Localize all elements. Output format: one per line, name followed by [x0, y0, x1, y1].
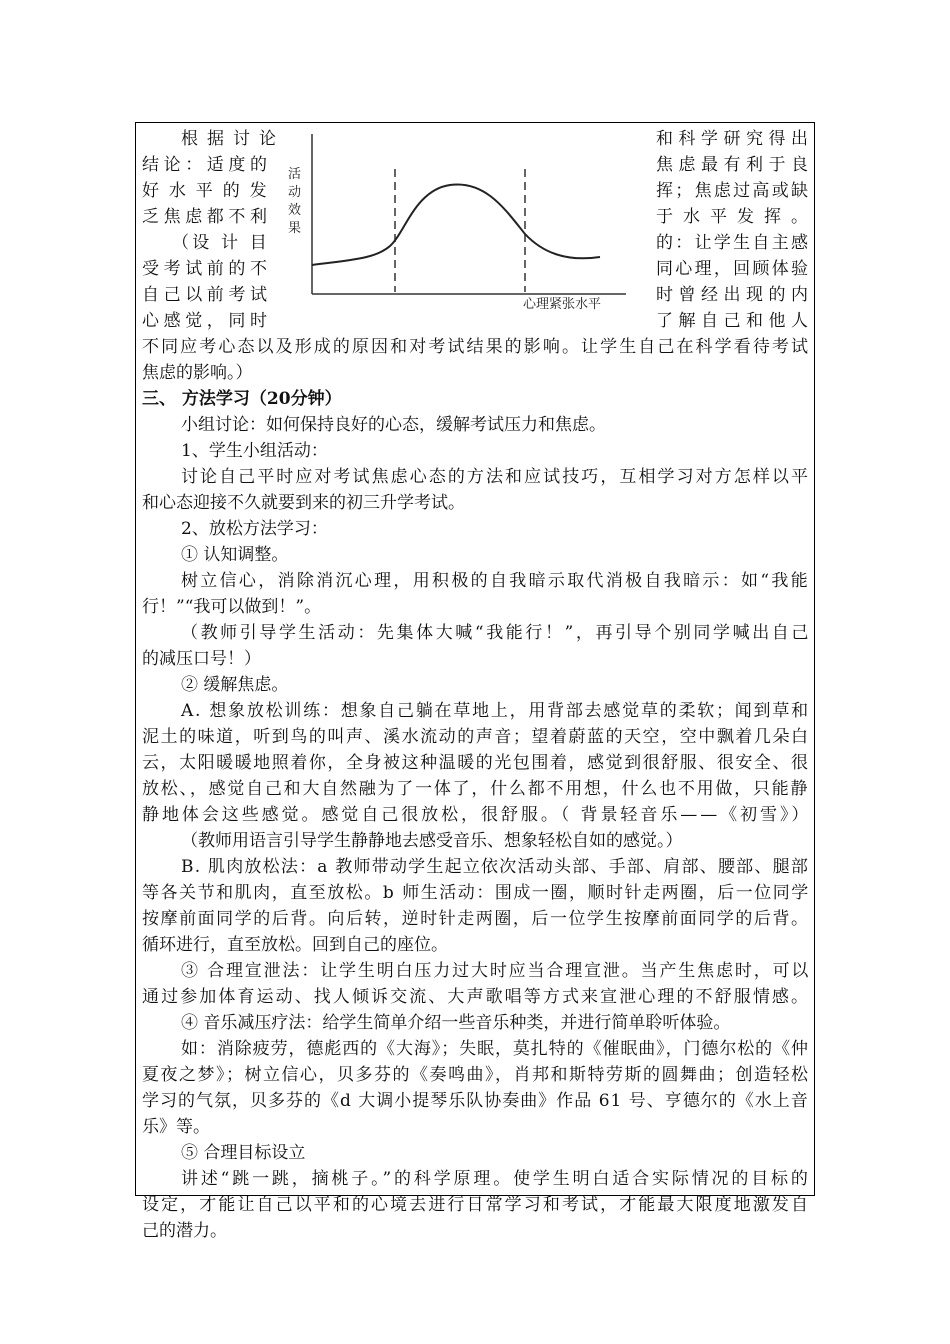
- y-axis-label-3: 效: [288, 203, 302, 218]
- text-line: ④ 音乐减压疗法：给学生简单介绍一些音乐种类，并进行简单聆听体验。: [181, 1013, 731, 1033]
- text-line: 通过参加体育运动、找人倾诉交流、大声歌唱等方式来宣泄心理的不舒服情感。: [142, 987, 811, 1007]
- text-line: 2、放松方法学习：: [181, 519, 328, 539]
- text-line: 1、学生小组活动：: [181, 441, 328, 461]
- text-line: （教师用语言引导学生静静地去感受音乐、想象轻松自如的感觉。）: [181, 831, 683, 851]
- text-line: ③ 合理宣泄法：让学生明白压力过大时应当合理宣泄。当产生焦虑时，可以: [181, 961, 811, 981]
- anxiety-performance-figure: [280, 124, 640, 314]
- text-line: 讲述“跳一跳，摘桃子。”的科学原理。使学生明白适合实际情况的目标的: [181, 1169, 811, 1189]
- text-line: 的：让学生自主感: [656, 233, 811, 253]
- text-line: 根据讨论: [181, 129, 285, 149]
- text-line: 自己以前考试: [142, 285, 272, 305]
- y-axis-label-4: 果: [288, 221, 302, 236]
- text-line: 夏夜之梦》；树立信心，贝多芬的《奏鸣曲》，肖邦和斯特劳斯的圆舞曲；创造轻松: [142, 1065, 810, 1085]
- text-line: 心感觉，同时: [142, 311, 272, 331]
- text-line: 焦虑的影响。）: [142, 363, 253, 383]
- text-line: 了解自己和他人: [656, 311, 814, 331]
- text-line: 的减压口号！）: [142, 649, 261, 669]
- text-line: 不同应考心态以及形成的原因和对考试结果的影响。让学生自己在科学看待考试: [142, 337, 811, 357]
- text-line: 同心理，回顾体验: [656, 259, 811, 279]
- text-line: 和心态迎接不久就要到来的初三升学考试。: [142, 493, 465, 513]
- text-line: 如：消除疲劳，德彪西的《大海》；失眠，莫扎特的《催眠曲》，门德尔松的《仲: [181, 1039, 809, 1059]
- text-line: 静地体会这些感觉。感觉自己很放松，很舒服。（ 背景轻音乐——《初雪》）: [142, 805, 812, 825]
- text-line: 云，太阳暖暖地照着你，全身被这种温暖的光包围着，感觉到很舒服、很安全、很: [142, 753, 810, 773]
- text-line: 于水平发挥。: [656, 207, 818, 227]
- text-line: 乏焦虑都不利: [142, 207, 272, 227]
- text-line: A. 想象放松训练：想象自己躺在草地上，用背部去感觉草的柔软；闻到草和: [181, 701, 810, 721]
- text-line: 和科学研究得出: [656, 129, 814, 149]
- text-line: 好 水 平 的 发: [142, 181, 269, 201]
- text-line: 等各关节和肌肉，直至放松。b 师生活动：围成一圈，顺时针走两圈，后一位同学: [142, 883, 810, 903]
- text-line: ① 认知调整。: [181, 545, 289, 565]
- y-axis-label-2: 动: [288, 185, 302, 200]
- performance-curve: [312, 184, 600, 265]
- section-heading: 三、 方法学习（20分钟）: [142, 389, 342, 409]
- x-axis-label: 心理紧张水平: [523, 297, 602, 312]
- text-line: 泥土的味道，听到鸟的叫声、溪水流动的声音；望着蔚蓝的天空，空中飘着几朵白: [142, 727, 810, 747]
- text-line: 小组讨论：如何保持良好的心态，缓解考试压力和焦虑。: [181, 415, 606, 435]
- text-line: （教师引导学生活动：先集体大喊“我能行！”，再引导个别同学喊出自己: [181, 623, 811, 643]
- text-line: （设 计 目: [172, 233, 271, 253]
- text-line: 设定，才能让自己以平和的心境去进行日常学习和考试，才能最大限度地激发自: [142, 1195, 811, 1215]
- text-line: 放松、，感觉自己和大自然融为了一体了，什么都不用想，什么也不用做，只能静: [142, 779, 810, 799]
- text-line: 树立信心，消除消沉心理，用积极的自我暗示取代消极自我暗示：如“我能: [181, 571, 811, 591]
- text-line: 时曾经出现的内: [656, 285, 814, 305]
- text-line: ② 缓解焦虑。: [181, 675, 289, 695]
- text-line: B. 肌肉放松法：a 教师带动学生起立依次活动头部、手部、肩部、腰部、腿部: [181, 857, 810, 877]
- text-line: 乐》等。: [142, 1117, 210, 1137]
- text-line: 按摩前面同学的后背。向后转，逆时针走两圈，后一位学生按摩前面同学的后背。: [142, 909, 810, 929]
- text-line: 受考试前的不: [142, 259, 272, 279]
- text-line: 挥；焦虑过高或缺: [656, 181, 811, 201]
- text-line: 己的潜力。: [142, 1221, 227, 1241]
- text-line: 循环进行，直至放松。回到自己的座位。: [142, 935, 448, 955]
- text-line: 焦虑最有利于良: [656, 155, 814, 175]
- text-line: 行！”“我可以做到！”。: [142, 597, 322, 617]
- text-line: ⑤ 合理目标设立: [181, 1143, 306, 1163]
- text-line: 结论：适度的: [142, 155, 272, 175]
- y-axis-label-1: 活: [288, 167, 302, 182]
- text-line: 学习的气氛，贝多芬的《d 大调小提琴乐队协奏曲》作品 61 号、亨德尔的《水上音: [142, 1091, 809, 1111]
- text-line: 讨论自己平时应对考试焦虑心态的方法和应试技巧，互相学习对方怎样以平: [181, 467, 811, 487]
